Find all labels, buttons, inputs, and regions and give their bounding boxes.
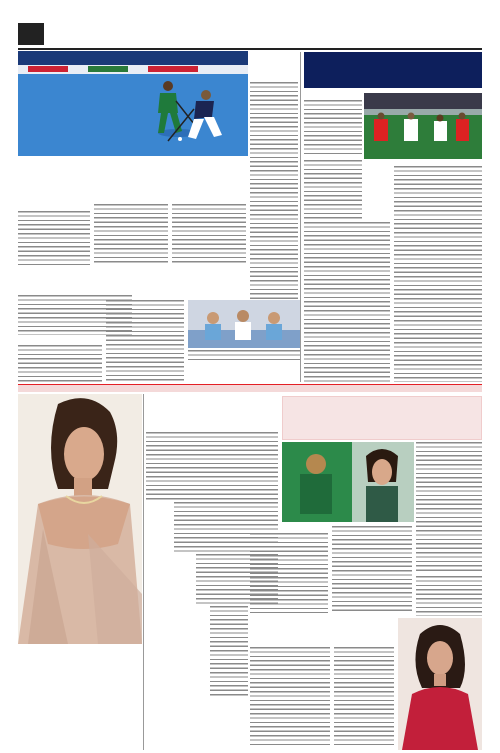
- champions-headline-box: [304, 52, 482, 88]
- nora-body-4: [210, 606, 248, 696]
- pitch-body-col1: [18, 345, 102, 385]
- story2-headline-box: [282, 396, 482, 440]
- col-divider-2: [143, 394, 144, 750]
- hockey-photo: [18, 51, 248, 156]
- story2-body-col2: [332, 526, 412, 613]
- hockey-body-col2: [94, 204, 168, 264]
- hockey-body-col3: [172, 204, 246, 264]
- champions-body-col3: [394, 166, 482, 382]
- col-divider-1: [300, 52, 301, 382]
- story3-photo: [398, 618, 482, 750]
- messi-photo: [188, 300, 300, 348]
- side-story-body: [250, 82, 298, 302]
- entertainment-bar: [18, 384, 482, 392]
- nora-body-1: [146, 432, 278, 500]
- story2-body-col1: [250, 533, 328, 613]
- hockey-body-col1: [18, 211, 90, 266]
- story2-photo: [282, 442, 414, 522]
- masthead: [18, 21, 482, 47]
- champions-body-col1b: [304, 160, 362, 220]
- champions-body-col2: [304, 222, 390, 382]
- champions-body-col1: [304, 100, 362, 155]
- champions-photo: [364, 93, 482, 159]
- story3-body-col2: [334, 647, 394, 747]
- page-number: [18, 23, 44, 45]
- story2-body-col3: [416, 576, 482, 616]
- masthead-rule: [18, 48, 482, 50]
- nora-photo: [18, 394, 142, 644]
- messi-caption-text: [188, 350, 300, 360]
- story3-body-col1: [250, 647, 330, 747]
- pitch-body-col2: [106, 300, 184, 382]
- story2-body-right: [416, 442, 482, 574]
